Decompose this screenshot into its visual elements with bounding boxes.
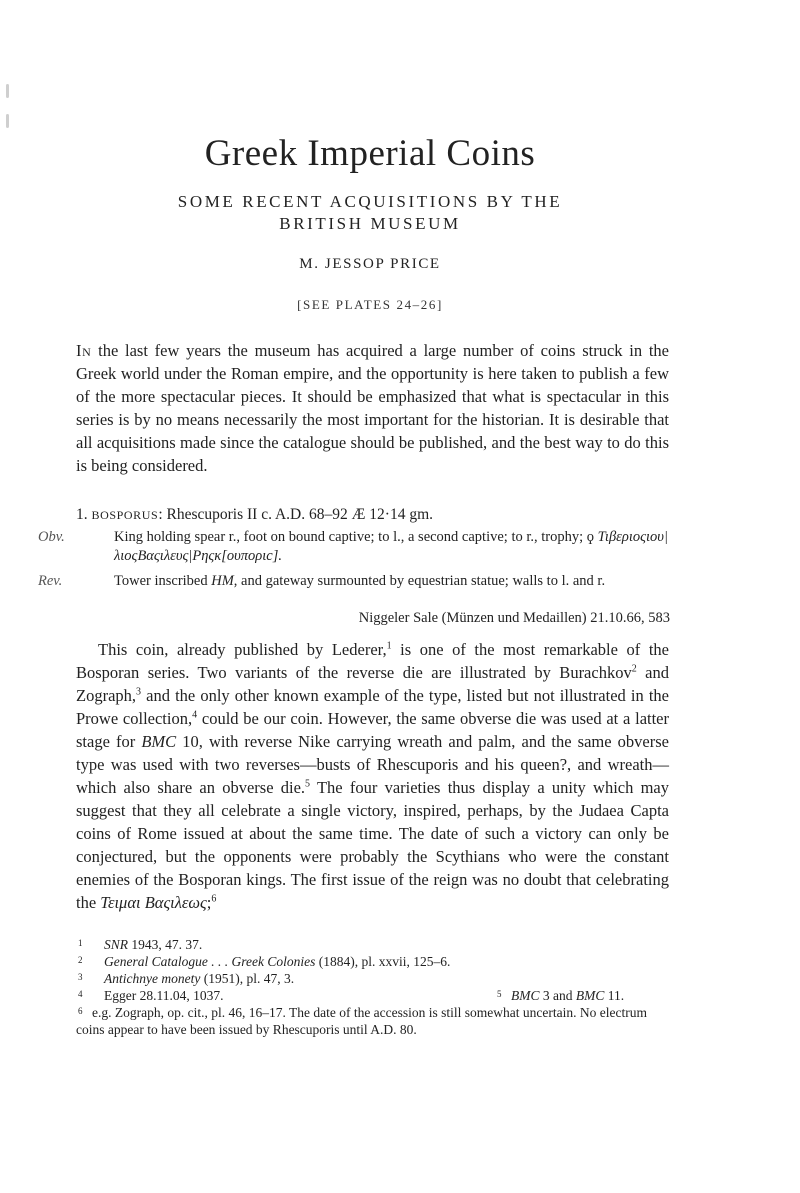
greek-phrase: Τειμαι Βαςιλεως — [100, 893, 207, 912]
reverse-text: Tower inscribed — [114, 573, 212, 589]
footnote-number: 1 — [78, 938, 83, 948]
dropcap: In — [76, 341, 92, 360]
subtitle-line: BRITISH MUSEUM — [279, 214, 461, 233]
footnote-text: (1884), pl. xxvii, 125–6. — [315, 954, 451, 969]
footnote-text: 1943, 47. 37. — [128, 937, 203, 952]
footnote-italic: BMC — [511, 988, 540, 1003]
author-name: M. JESSOP PRICE — [299, 256, 441, 272]
entry-heading-text: : Rhescuporis II c. A.D. 68–92 Æ 12·14 gm. — [158, 506, 433, 523]
footnote-number: 6 — [78, 1006, 83, 1016]
article-subtitle — [0, 191, 740, 235]
obverse-label: Obv. — [38, 529, 65, 545]
footnote-italic: Antichnye monety — [104, 971, 201, 986]
margin-mark — [6, 84, 9, 98]
footnote-number: 5 — [497, 989, 502, 999]
body-text: This coin, already published by Lederer, — [98, 640, 387, 659]
reverse-inscription: HM — [211, 573, 234, 589]
footnote — [76, 969, 669, 987]
body-text: The four varieties thus display a unity which may suggest that they all celebrate a single victory, inspired, perhaps, by the Judaea Capta coins of Rome issued at about the same time. The date of such a victory can only be conjectured, but the opponents were probably the Scythians who were the constant enemies of the Bosporan kings. The first issue of the reign was no doubt that celebrating the — [76, 778, 670, 912]
footnote-ref: 1 — [386, 640, 392, 652]
body-text: could be our coin. However, the same obverse die was used at a latter stage for — [76, 709, 669, 751]
body-text: is one of the most remarkable of the Bosporan series. Two variants of the reverse die are illustrated by Burachkov — [76, 640, 669, 682]
body-text: and the only other known example of the type, listed but not illustrated in the Prowe collection, — [76, 686, 669, 728]
plates-reference: [SEE PLATES 24–26] — [297, 297, 443, 312]
footnote-italic: General Catalogue . . . Greek Colonies — [104, 954, 316, 969]
footnote-italic: BMC — [575, 988, 605, 1003]
reverse-label: Rev. — [38, 573, 63, 589]
obverse-text: King holding spear r., foot on bound captive; to l., a second captive; to r., trophy; — [114, 529, 584, 545]
footnote — [76, 935, 669, 953]
footnote — [76, 952, 669, 970]
footnote-ref: 3 — [136, 686, 142, 698]
footnote-text: Egger 28.11.04, 1037. — [104, 988, 224, 1003]
footnote — [495, 986, 675, 1004]
reverse-description — [38, 572, 707, 591]
body-text: and Zograph, — [76, 663, 669, 705]
footnote-ref: 4 — [192, 709, 198, 721]
body-text: 10, with reverse Nike carrying wreath and palm, and the same obverse type was used with two reverses—busts of Rhescuporis and his queen?, and wreath—which also share an obverse die. — [76, 732, 669, 797]
body-text: ; — [206, 893, 212, 912]
bmc-ref: BMC — [141, 732, 177, 751]
reverse-text-cont: , and gateway surmounted by equestrian statue; walls to l. and r. — [233, 573, 606, 589]
intro-paragraph — [76, 339, 669, 477]
obverse-legend: Τιβεριοςιου|λιοςΒαςιλευς|Ρηςκ[ουποριc]. — [114, 529, 668, 564]
footnote-number: 4 — [78, 989, 83, 999]
obverse-description — [38, 528, 707, 566]
footnote-ref: 5 — [305, 778, 311, 790]
footnote-text: e.g. Zograph, op. cit., pl. 46, 16–17. The date of the accession is still somewhat uncertain. No electrum coins appear to have been issued by Rhescuporis until A.D. 80. — [76, 1005, 647, 1037]
margin-mark — [6, 114, 9, 128]
entry-number: 1. — [76, 506, 88, 523]
body-paragraph — [76, 638, 669, 914]
subtitle-line: SOME RECENT ACQUISITIONS BY THE — [177, 192, 563, 211]
footnote-ref: 2 — [631, 663, 637, 675]
footnote-number: 3 — [78, 972, 83, 982]
article-title: Greek Imperial Coins — [204, 133, 536, 174]
obverse-symbol: ϙ — [586, 529, 595, 545]
catalogue-entry-heading — [76, 506, 669, 524]
footnote-italic: SNR — [104, 937, 129, 952]
entry-place: BOSPORUS — [91, 508, 159, 522]
footnote-number: 2 — [78, 955, 83, 965]
footnote-text: 11. — [604, 988, 625, 1003]
provenance: Niggeler Sale (Münzen und Medaillen) 21.10.66, 583 — [358, 610, 670, 626]
footnote-text: 3 and — [539, 988, 576, 1003]
footnote — [76, 1003, 669, 1038]
intro-text: the last few years the museum has acquired a large number of coins struck in the Greek world under the Roman empire, and the opportunity is here taken to publish a few of the more spectacular pieces. It should be emphasized that what is spectacular in this series is by no means necessarily the most important for the historian. It is desirable that all acquisitions made since the catalogue should be published, and the best way to do this is being considered. — [76, 341, 669, 475]
footnote-text: (1951), pl. 47, 3. — [200, 971, 295, 986]
footnote-ref: 6 — [211, 893, 217, 905]
